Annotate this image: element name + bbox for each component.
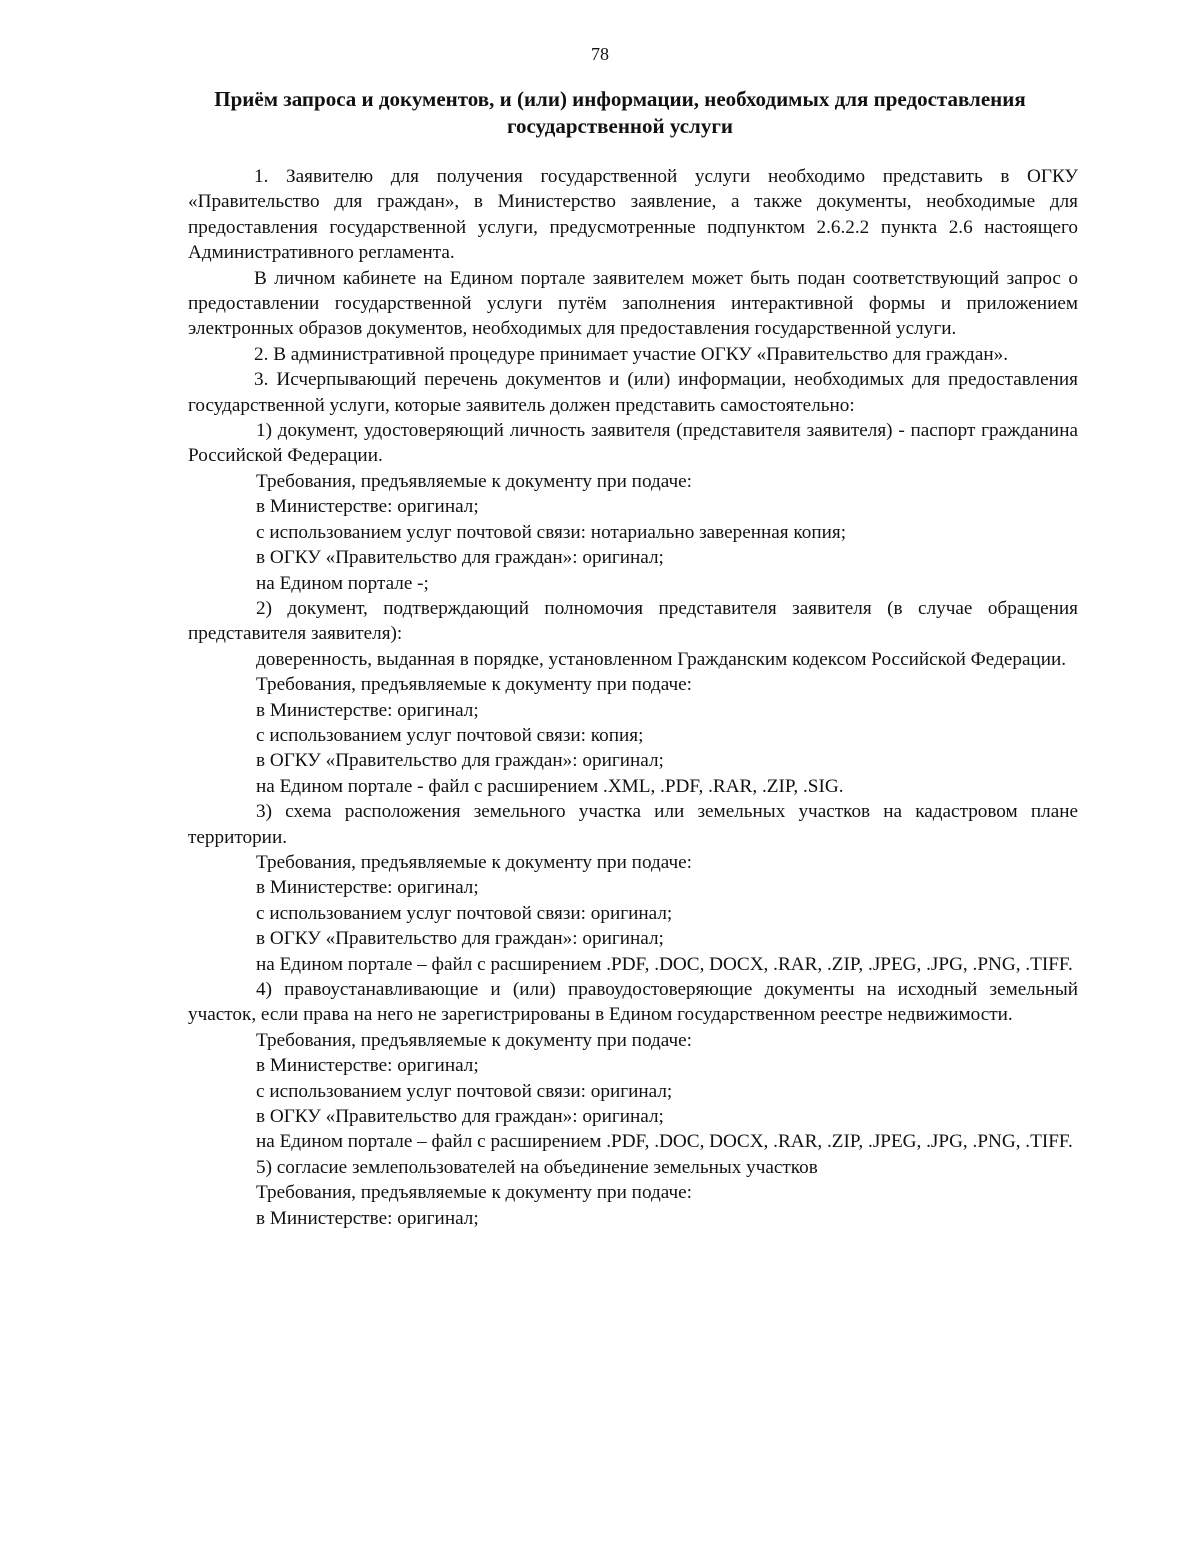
paragraph: с использованием услуг почтовой связи: оригинал; bbox=[256, 1080, 673, 1102]
paragraph: в Министерстве: оригинал; bbox=[256, 699, 479, 721]
paragraph: на Едином портале -; bbox=[256, 572, 429, 594]
paragraph: 4) правоустанавливающие и (или) правоудостоверяющие документы на исходный земельный участок, если права на него не зарегистрированы в Едином государственном реестре недвижимости. bbox=[188, 979, 1078, 1026]
page-number: 78 bbox=[591, 44, 609, 64]
section-title-line-2: государственной услуги bbox=[507, 114, 733, 138]
section-title bbox=[150, 86, 1090, 140]
paragraph: в ОГКУ «Правительство для граждан»: оригинал; bbox=[256, 750, 664, 772]
paragraph: 1. Заявителю для получения государственной услуги необходимо представить в ОГКУ «Правительство для граждан», в Министерство заявление, а также документы, необходимые для предоставления государственной услуги, предусмотренные подпунктом 2.6.2.2 пункта 2.6 настоящего Административного регламента. bbox=[188, 166, 1078, 264]
paragraph: на Едином портале - файл с расширением .XML, .PDF, .RAR, .ZIP, .SIG. bbox=[256, 775, 844, 797]
paragraph: 2. В административной процедуре принимает участие ОГКУ «Правительство для граждан». bbox=[254, 343, 1008, 365]
paragraph: в ОГКУ «Правительство для граждан»: оригинал; bbox=[256, 547, 664, 569]
paragraph: 3. Исчерпывающий перечень документов и (или) информации, необходимых для предоставления государственной услуги, которые заявитель должен представить самостоятельно: bbox=[188, 369, 1078, 416]
paragraph: Требования, предъявляемые к документу при подаче: bbox=[256, 851, 692, 873]
document-body bbox=[188, 164, 1078, 1231]
paragraph: в Министерстве: оригинал; bbox=[256, 1207, 479, 1229]
paragraph: в Министерстве: оригинал; bbox=[256, 496, 479, 518]
paragraph: 5) согласие землепользователей на объединение земельных участков bbox=[256, 1156, 818, 1178]
paragraph: Требования, предъявляемые к документу при подаче: bbox=[256, 674, 692, 696]
paragraph: в Министерстве: оригинал; bbox=[256, 1055, 479, 1077]
paragraph: 1) документ, удостоверяющий личность заявителя (представителя заявителя) - паспорт гражданина Российской Федерации. bbox=[188, 420, 1078, 467]
paragraph: на Едином портале – файл с расширением .PDF, .DOC, DOCX, .RAR, .ZIP, .JPEG, .JPG, .PNG, .TIFF. bbox=[256, 1131, 1073, 1153]
paragraph: с использованием услуг почтовой связи: оригинал; bbox=[256, 902, 673, 924]
paragraph: с использованием услуг почтовой связи: копия; bbox=[256, 724, 644, 746]
paragraph: Требования, предъявляемые к документу при подаче: bbox=[256, 470, 692, 492]
paragraph: Требования, предъявляемые к документу при подаче: bbox=[256, 1029, 692, 1051]
paragraph: 3) схема расположения земельного участка или земельных участков на кадастровом плане территории. bbox=[188, 801, 1078, 848]
paragraph: на Едином портале – файл с расширением .PDF, .DOC, DOCX, .RAR, .ZIP, .JPEG, .JPG, .PNG, .TIFF. bbox=[256, 953, 1073, 975]
paragraph: доверенность, выданная в порядке, установленном Гражданским кодексом Российской Федерации. bbox=[256, 648, 1067, 670]
paragraph: с использованием услуг почтовой связи: нотариально заверенная копия; bbox=[256, 521, 847, 543]
paragraph: В личном кабинете на Едином портале заявителем может быть подан соответствующий запрос о предоставлении государственной услуги путём заполнения интерактивной формы и приложением электронных образов документов, необходимых для предоставления государственной услуги. bbox=[188, 267, 1078, 340]
section-title-line-1: Приём запроса и документов, и (или) информации, необходимых для предоставления bbox=[214, 87, 1026, 111]
paragraph: 2) документ, подтверждающий полномочия представителя заявителя (в случае обращения представителя заявителя): bbox=[188, 597, 1078, 645]
paragraph: в ОГКУ «Правительство для граждан»: оригинал; bbox=[256, 1106, 664, 1128]
paragraph: в ОГКУ «Правительство для граждан»: оригинал; bbox=[256, 928, 664, 950]
paragraph: Требования, предъявляемые к документу при подаче: bbox=[256, 1182, 692, 1204]
paragraph: в Министерстве: оригинал; bbox=[256, 877, 479, 899]
